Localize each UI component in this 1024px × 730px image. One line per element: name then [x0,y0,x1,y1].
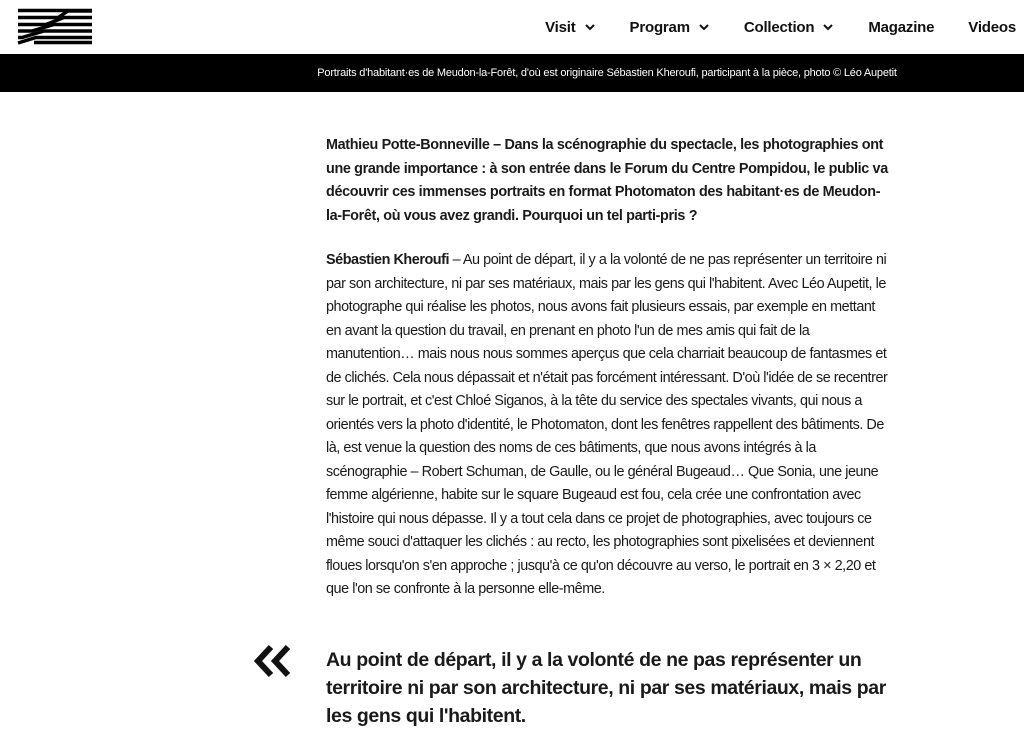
interview-question: Mathieu Potte-Bonneville – Dans la scénographie du spectacle, les photographies ont une grande importance : à son entrée dans le Forum du Centre Pompidou, le public va découvrir ces immenses portraits en format Photomaton des habitant·es de Meudon-la-Forêt, où vous avez grandi. Pourquoi un tel parti-pris ? [326,137,888,224]
centre-pompidou-logo-icon[interactable] [18,8,92,45]
main-nav [545,0,1016,54]
answer-text: – Au point de départ, il y a la volonté de ne pas représenter un territoire ni par son architecture, ni par ses matériaux, mais par les gens qui l'habitent. Avec Léo Aupetit, le photographe qui réalise les photos, nous avons fait plusieurs essais, par exemple en mettant en avant la question du travail, en prenant en photo l'un de mes amis qui fait de la manutention… mais nous nous sommes aperçus que cela charriait beaucoup de fantasmes et de clichés. Cela nous dépassait et n'était pas forcément intéressant. D'où l'idée de se recentrer sur le portrait, et c'est Chloé Siganos, à la tête du service des spectales vivants, qui nous a orientés vers la photo d'identité, le Photomaton, dont les fenêtres rappellent des bâtiments. De là, est venue la question des noms de ces bâtiments, que nous avons intégrés à la scénographie – Robert Schuman, de Gaulle, ou le général Bugeaud… Que Sonia, une jeune femme algérienne, habite sur le square Bugeaud est fou, cela crée une confrontation avec l'histoire qui nous dépasse. Il y a tout cela dans ce projet de photographies, avec toujours ce même souci d'attaquer les clichés : au recto, les photographies sont pixelisées et deviennent floues lorsqu'on s'en approche ; jusqu'à ce qu'on découvre au verso, le portrait en 3 × 2,20 et que l'on se confronte à la personne elle-même. [326,252,888,597]
nav-program[interactable] [630,19,710,36]
interview-answer [326,249,891,602]
site-header [0,0,1024,54]
photo-caption: Portraits d'habitant·es de Meudon-la-Forêt, d'où est originaire Sébastien Kheroufi, participant à la pièce, photo © Léo Aupetit [317,67,897,79]
nav-visit-label: Visit [545,18,576,36]
pull-quote: Au point de départ, il y a la volonté de ne pas représenter un territoire ni par son architecture, ni par ses matériaux, mais par les gens qui l'habitent. [326,649,886,727]
nav-visit[interactable] [545,19,595,36]
quote-marks-icon [253,643,293,679]
nav-videos[interactable] [968,19,1016,36]
nav-videos-label: Videos [968,18,1016,36]
answer-speaker: Sébastien Kheroufi [326,252,450,268]
nav-collection-label: Collection [743,18,815,36]
nav-collection[interactable] [744,19,835,36]
photo-caption-bar [0,54,1024,92]
nav-magazine-label: Magazine [868,18,935,36]
nav-program-label: Program [629,18,690,36]
chevron-down-icon [698,21,710,33]
nav-magazine[interactable] [868,19,934,36]
article-body [326,134,891,602]
chevron-down-icon [584,21,596,33]
chevron-down-icon [822,21,834,33]
